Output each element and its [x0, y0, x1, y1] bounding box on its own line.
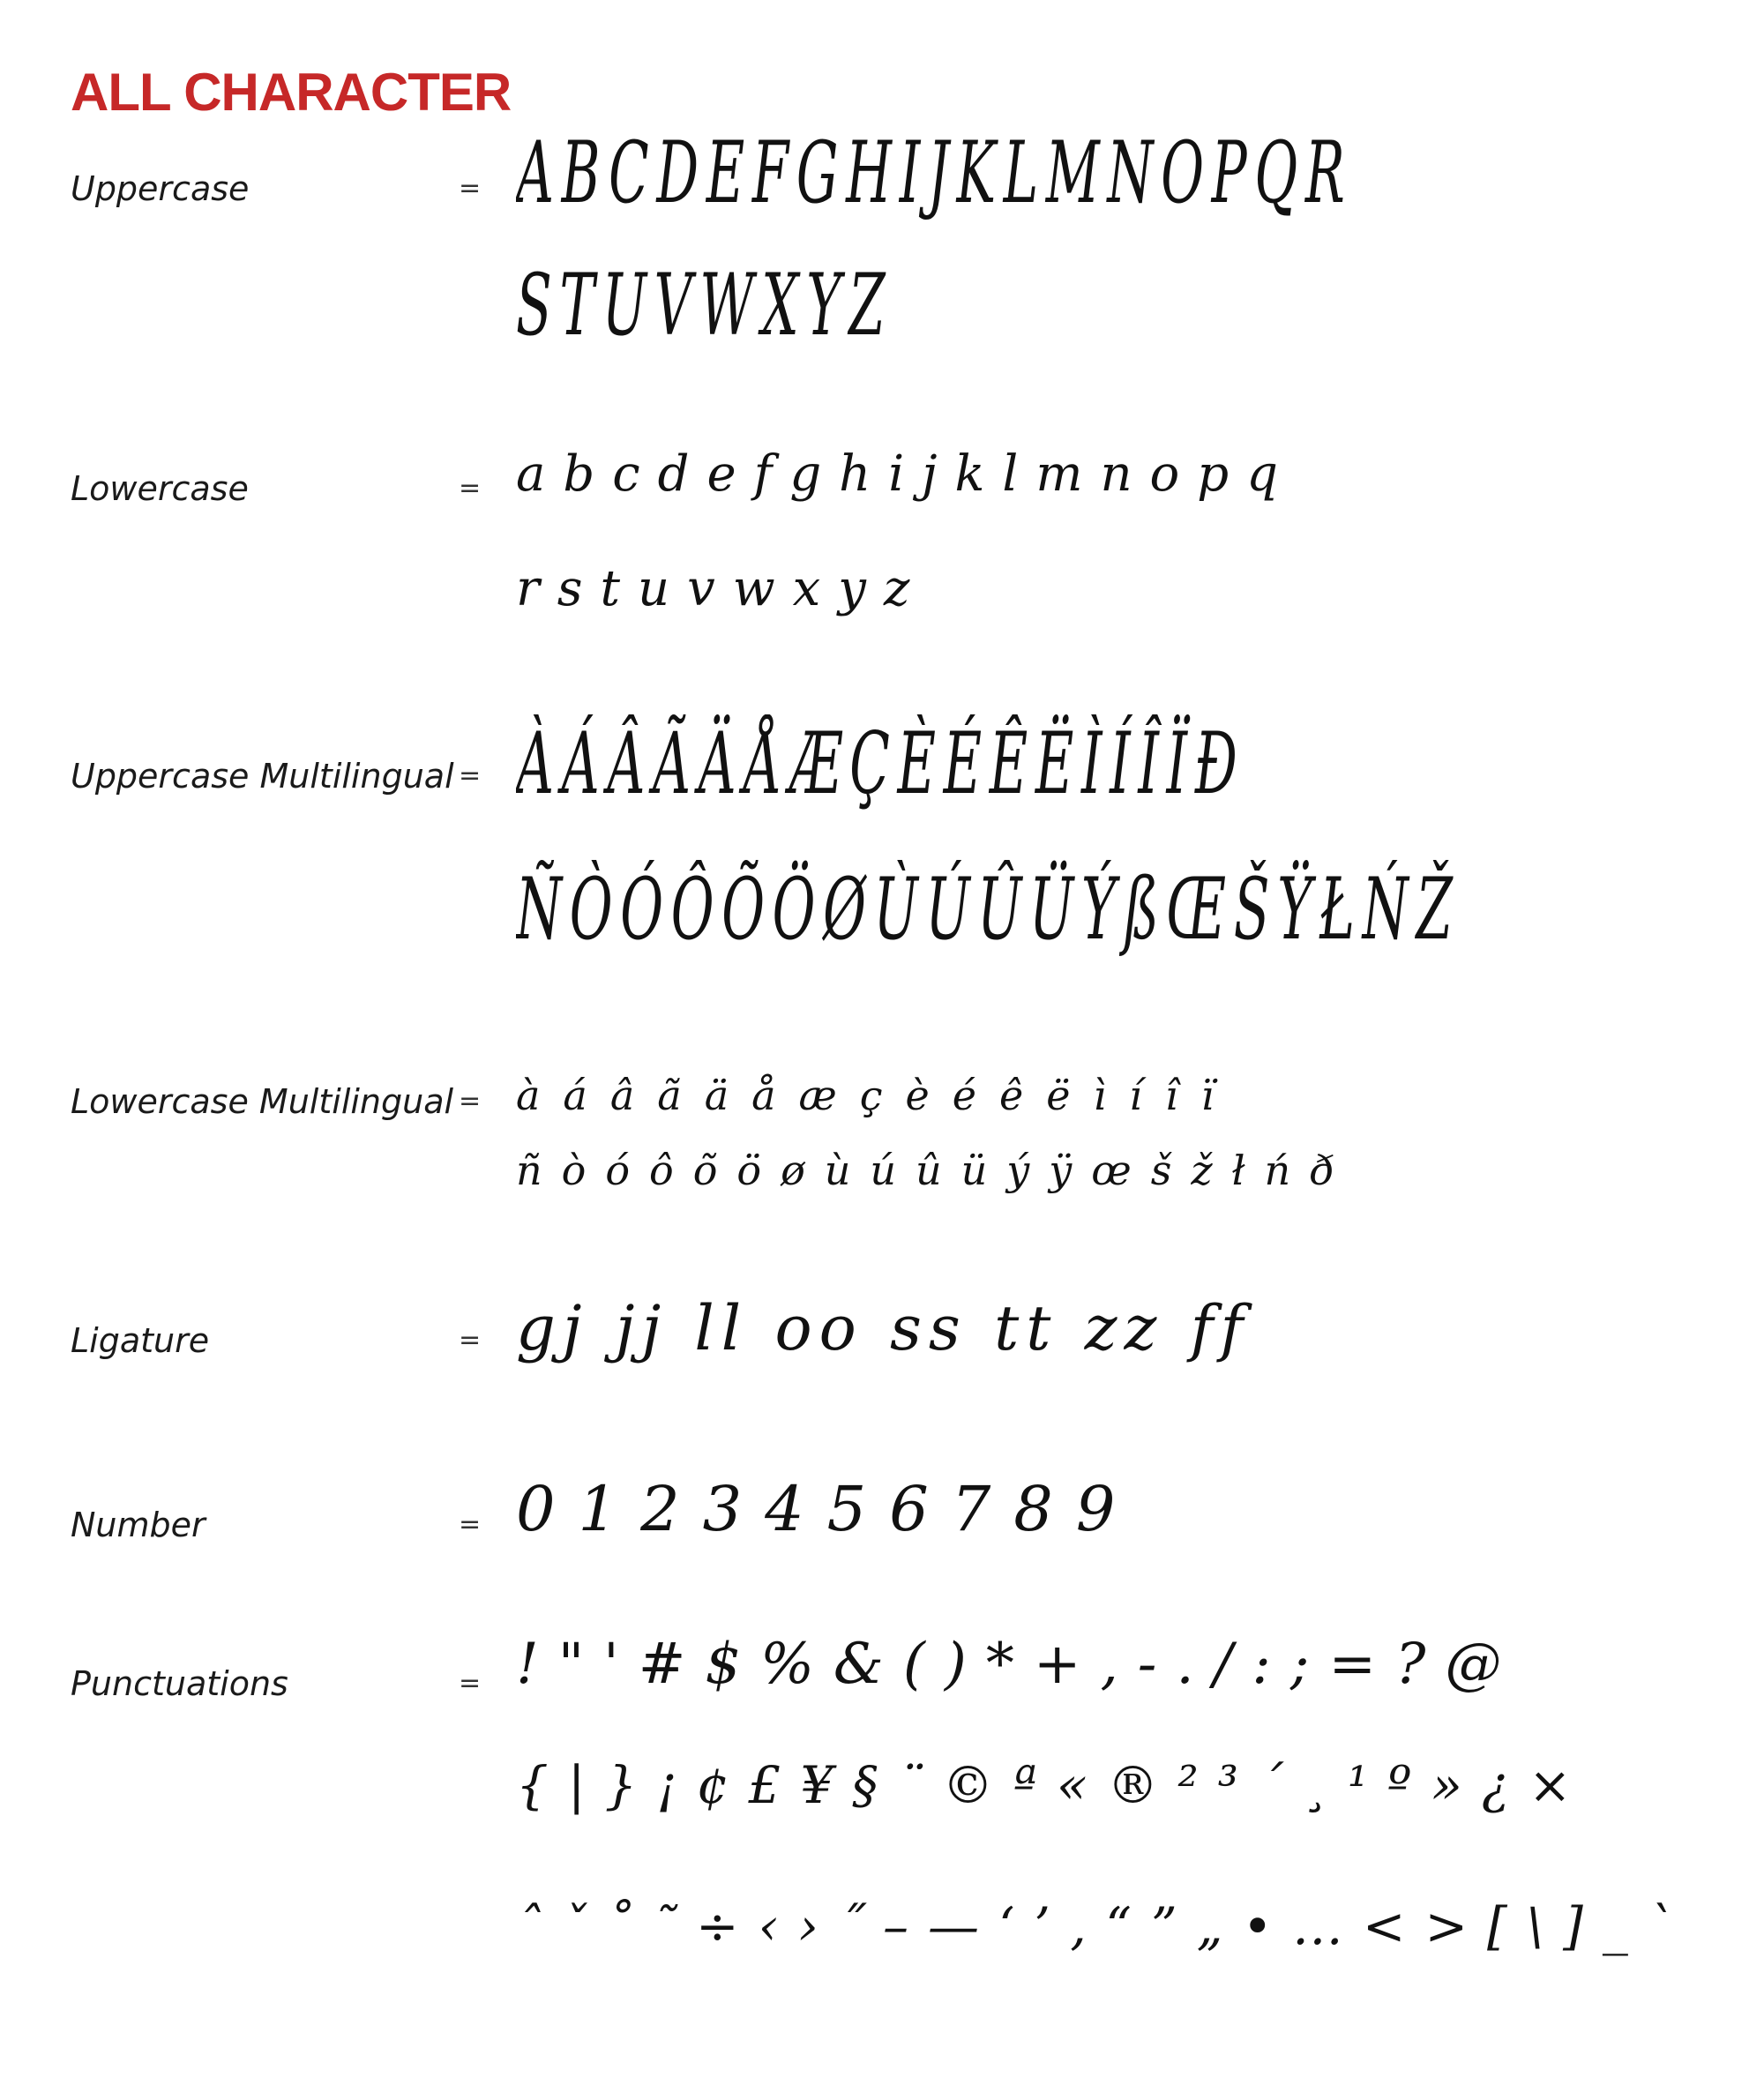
page-title: ALL CHARACTER	[71, 63, 512, 122]
equals-sign: =	[459, 1668, 482, 1699]
glyph-line: STUVWXYZ	[516, 256, 893, 355]
equals-sign: =	[459, 173, 482, 204]
glyph-line: ñòóôõöøùúûüýÿœšžłńð	[516, 1147, 1354, 1194]
equals-sign: =	[459, 760, 482, 791]
equals-sign: =	[459, 1086, 482, 1117]
glyph-line: abcdefghijklmnopq	[516, 445, 1296, 503]
glyph-line: ÑÒÓÔÕÖØÙÚÛÜÝßŒŠŸŁŃŽ	[516, 860, 1461, 959]
glyph-line: rstuvwxyz	[516, 560, 928, 617]
glyph-line: gj jj ll oo ss tt zz ff	[516, 1292, 1251, 1364]
section-label: Lowercase Multilingual	[71, 1082, 454, 1121]
glyph-line: ˆˇ˚˜÷‹›˝–—‘’‚“”„•…<>[\]_`	[516, 1896, 1693, 1956]
glyph-line: {|}¡¢£¥§¨©ª«®²³´¸¹º»¿×	[516, 1755, 1591, 1815]
glyph-line: àáâãäåæçèéêëìíîï	[516, 1072, 1237, 1119]
equals-sign: =	[459, 473, 482, 504]
equals-sign: =	[459, 1509, 482, 1540]
glyph-line: ABCDEFGHIJKLMNOPQR	[516, 123, 1353, 222]
section-label: Uppercase Multilingual	[71, 757, 454, 796]
section-label: Lowercase	[71, 469, 249, 508]
equals-sign: =	[459, 1325, 482, 1356]
glyph-line: ÀÁÂÃÄÅÆÇÈÉÊËÌÍÎÏÐ	[516, 714, 1245, 813]
section-label: Number	[71, 1506, 206, 1544]
glyph-line: !"'#$%&()*+,-./:;=?@	[516, 1632, 1521, 1697]
section-label: Ligature	[71, 1321, 210, 1360]
section-label: Punctuations	[71, 1664, 288, 1703]
section-label: Uppercase	[71, 169, 250, 208]
glyph-line: 0123456789	[516, 1473, 1139, 1545]
